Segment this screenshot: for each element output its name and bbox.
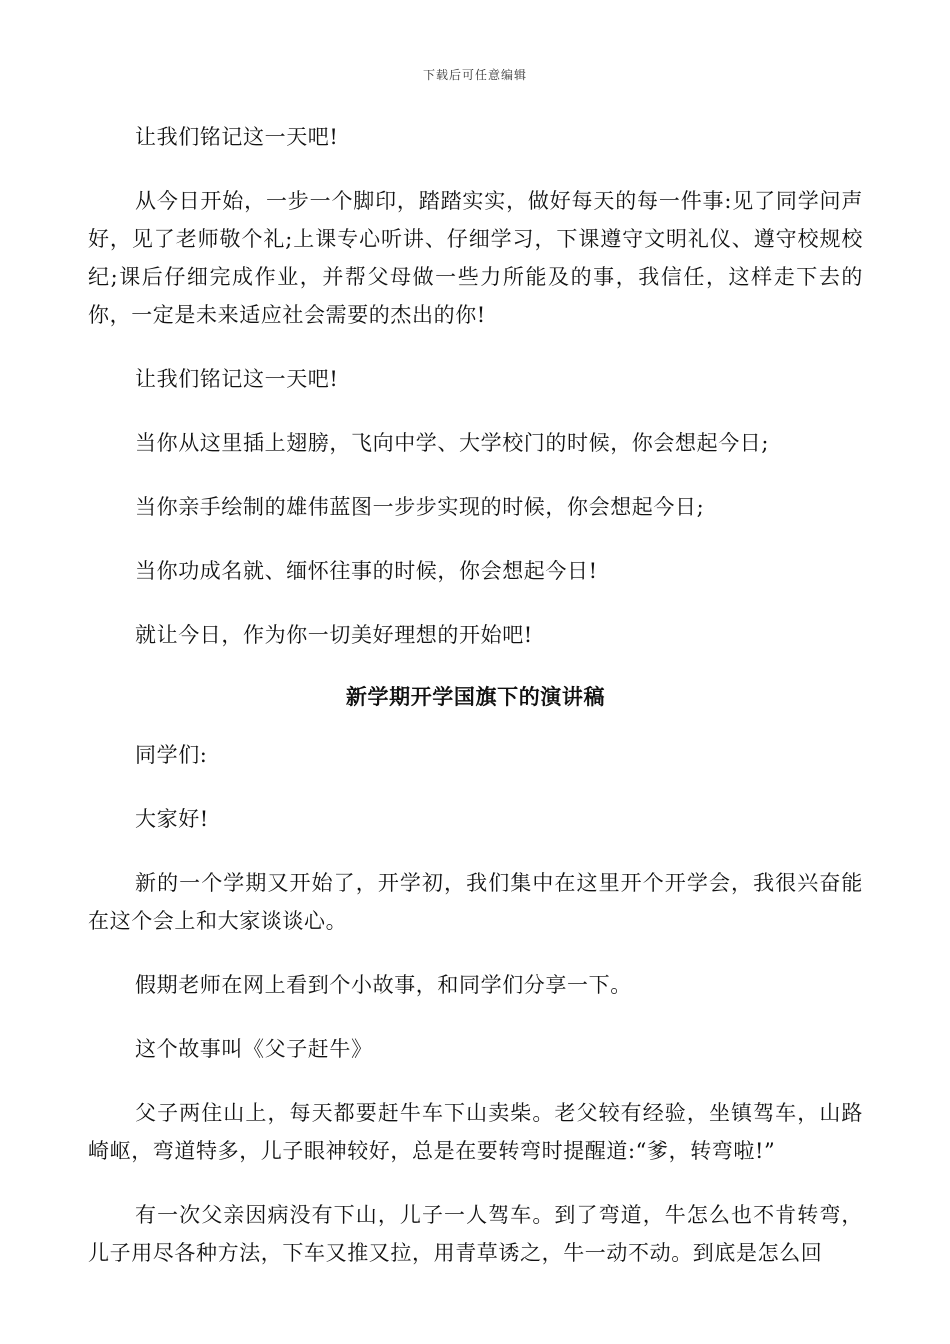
paragraph: 假期老师在网上看到个小故事，和同学们分享一下。 (135, 973, 632, 997)
section-title: 新学期开学国旗下的演讲稿 (345, 684, 606, 709)
paragraph: 当你亲手绘制的雄伟蓝图一步步实现的时候，你会想起今日; (135, 495, 705, 519)
document-body (88, 118, 863, 1298)
paragraph: 当你功成名就、缅怀往事的时候，你会想起今日! (135, 559, 598, 583)
paragraph: 父子两住山上，每天都要赶牛车下山卖柴。老父较有经验，坐镇驾车，山路崎岖，弯道特多，儿子眼神较好，总是在要转弯时提醒道:“爹，转弯啦!” (88, 1101, 863, 1163)
paragraph: 同学们: (135, 743, 208, 767)
paragraph: 当你从这里插上翅膀，飞向中学、大学校门的时候，你会想起今日; (135, 431, 770, 455)
paragraph: 就让今日，作为你一切美好理想的开始吧! (135, 623, 533, 647)
paragraph: 有一次父亲因病没有下山，儿子一人驾车。到了弯道，牛怎么也不肯转弯，儿子用尽各种方法，下车又推又拉，用青草诱之，牛一动不动。到底是怎么回 (88, 1203, 863, 1265)
paragraph: 让我们铭记这一天吧! (135, 125, 339, 149)
paragraph: 从今日开始，一步一个脚印，踏踏实实，做好每天的每一件事:见了同学问声好，见了老师敬个礼;上课专心听讲、仔细学习，下课遵守文明礼仪、遵守校规校纪;课后仔细完成作业，并帮父母做一些力所能及的事，我信任，这样走下去的你，一定是未来适应社会需要的杰出的你! (88, 189, 863, 327)
paragraph: 让我们铭记这一天吧! (135, 367, 339, 391)
header-note: 下载后可任意编辑 (422, 68, 527, 82)
paragraph: 新的一个学期又开始了，开学初，我们集中在这里开个开学会，我很兴奋能在这个会上和大家谈谈心。 (88, 871, 863, 933)
paragraph: 大家好! (135, 807, 209, 831)
paragraph: 这个故事叫《父子赶牛》 (135, 1037, 373, 1061)
